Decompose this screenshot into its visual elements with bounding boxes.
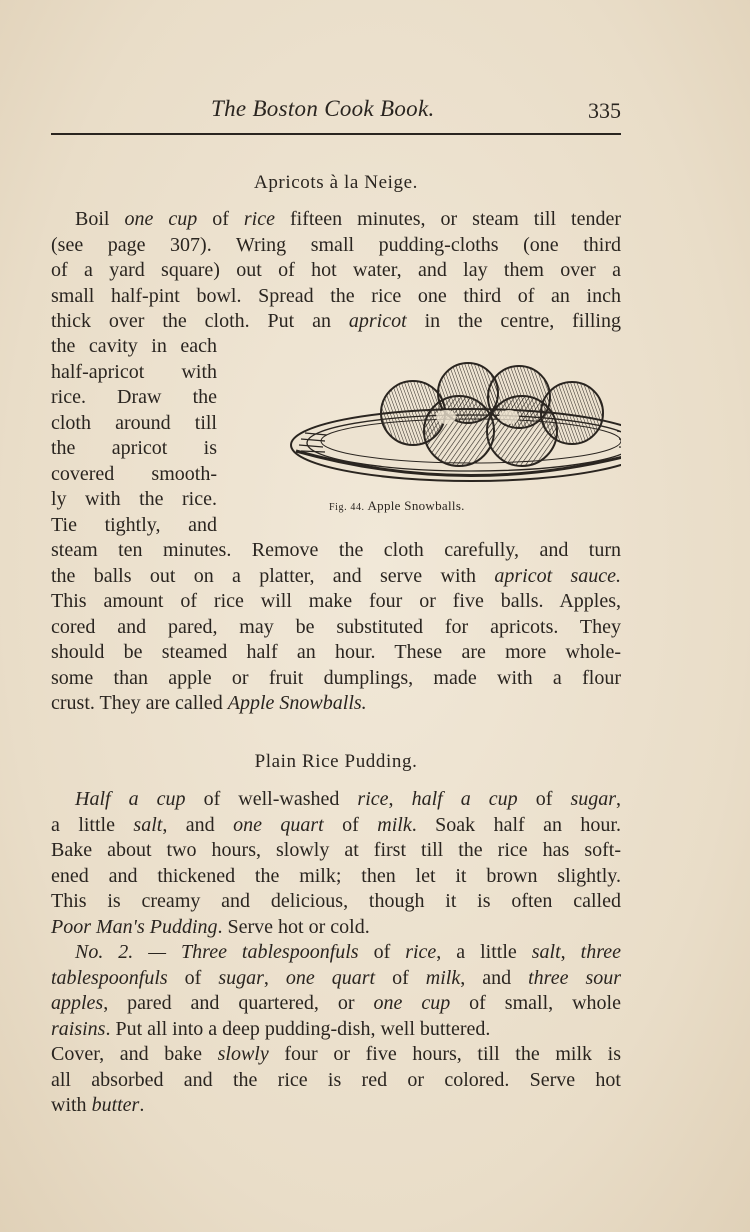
- text-segment: of well-washed: [185, 788, 358, 810]
- text-line: [51, 991, 621, 1017]
- text-line: [51, 309, 621, 335]
- text-segment: some than apple or fruit dumplings, made with a flour: [51, 666, 621, 689]
- text-line: [51, 1093, 621, 1119]
- paragraph-apricots-top: [51, 207, 621, 335]
- text-segment: of: [358, 941, 406, 963]
- book-title: The Boston Cook Book.: [211, 96, 435, 121]
- text-segment: of: [323, 813, 378, 836]
- italic-ingredient: rice: [405, 941, 437, 963]
- text-segment: ,: [388, 788, 412, 810]
- text-segment: , a little: [436, 941, 532, 963]
- italic-ingredient: No. 2. — Three tablespoonfuls: [75, 941, 359, 963]
- header-rule: [51, 133, 621, 135]
- text-line: [51, 207, 621, 233]
- text-line: [51, 813, 621, 839]
- text-segment: should be steamed half an hour. These are more whole-: [51, 641, 621, 663]
- text-segment: crust. They are called: [51, 692, 228, 714]
- text-segment: ,: [263, 966, 286, 989]
- text-line: [51, 1017, 621, 1043]
- text-line: [51, 233, 621, 259]
- text-segment: ,: [560, 941, 581, 963]
- text-line: [51, 966, 621, 992]
- text-line: [51, 1042, 621, 1068]
- text-segment: of a yard square) out of hot water, and lay them over a: [51, 259, 621, 281]
- text-line: rice. Draw the: [51, 386, 217, 408]
- italic-ingredient: sugar: [570, 788, 617, 810]
- section-title-rice-pudding: Plain Rice Pudding.: [254, 751, 418, 772]
- figure-caption: [329, 498, 465, 514]
- text-line: [51, 787, 621, 813]
- italic-ingredient: milk: [425, 966, 461, 989]
- italic-ingredient: salt: [531, 941, 561, 963]
- text-segment: , and: [460, 966, 529, 989]
- paragraph-apricots-narrow: [51, 334, 217, 538]
- text-line: ly with the rice.: [51, 488, 217, 510]
- text-segment: fifteen minutes, or steam till tender: [274, 208, 622, 230]
- italic-ingredient: one cup: [124, 208, 198, 230]
- text-line: [51, 889, 621, 915]
- text-segment: with: [51, 1094, 92, 1116]
- italic-ingredient: apricot sauce.: [494, 564, 621, 587]
- text-segment: This amount of rice will make four or five balls. Apples,: [51, 590, 621, 612]
- text-segment: of: [197, 208, 244, 230]
- italic-ingredient: salt: [133, 813, 163, 836]
- text-segment: thick over the cloth. Put an: [51, 310, 349, 332]
- italic-ingredient: Poor Man's Pudding: [51, 915, 218, 938]
- text-line: half-apricot with: [51, 360, 217, 383]
- figure-label: Fig. 44.: [329, 502, 365, 513]
- italic-ingredient: apples: [51, 992, 104, 1014]
- text-segment: Bake about two hours, slowly at first till the rice has soft-: [51, 839, 621, 861]
- text-line: [51, 666, 621, 692]
- italic-ingredient: half a cup: [411, 788, 518, 810]
- italic-ingredient: rice: [243, 208, 275, 230]
- snowballs-illustration: [241, 355, 621, 495]
- text-line: the apricot is: [51, 437, 217, 459]
- text-segment: four or five hours, till the milk is: [268, 1043, 621, 1065]
- figure-caption-text: Apple Snowballs.: [367, 498, 465, 513]
- italic-ingredient: milk: [377, 813, 412, 836]
- text-segment: of: [517, 788, 571, 810]
- text-line: [51, 838, 621, 864]
- italic-ingredient: slowly: [217, 1043, 269, 1065]
- italic-ingredient: butter: [91, 1094, 140, 1116]
- text-line: [51, 1068, 621, 1094]
- text-line: [51, 640, 621, 666]
- text-segment: , pared and quartered, or: [103, 992, 374, 1014]
- text-segment: . Serve hot or cold.: [217, 915, 370, 938]
- text-segment: of: [167, 966, 219, 989]
- italic-ingredient: one quart: [233, 813, 324, 836]
- text-segment: This is creamy and delicious, though it is often called: [51, 890, 621, 912]
- text-line: the cavity in each: [51, 335, 217, 357]
- text-line: [51, 940, 621, 966]
- text-line: [51, 915, 621, 941]
- text-segment: small half-pint bowl. Spread the rice one third of an inch: [51, 284, 621, 307]
- paragraph-apricots-tail: [51, 538, 621, 717]
- italic-ingredient: tablespoonfuls: [51, 966, 168, 989]
- italic-ingredient: three sour: [528, 966, 622, 989]
- text-segment: of small, whole: [450, 992, 621, 1014]
- italic-ingredient: Apple Snowballs.: [227, 692, 367, 714]
- section-title-apricots: Apricots à la Neige.: [254, 172, 418, 193]
- text-segment: in the centre, filling: [406, 310, 621, 332]
- text-segment: cored and pared, may be substituted for apricots. They: [51, 615, 621, 638]
- text-segment: of: [375, 966, 426, 989]
- paragraph-rice-pudding: [51, 787, 621, 1119]
- text-line: cloth around till: [51, 411, 217, 434]
- italic-ingredient: three: [580, 941, 621, 963]
- text-segment: the balls out on a platter, and serve with: [51, 564, 495, 587]
- text-segment: , and: [162, 813, 234, 836]
- italic-ingredient: raisins: [51, 1017, 106, 1040]
- text-segment: a little: [51, 813, 134, 836]
- italic-ingredient: Half a cup: [75, 788, 186, 810]
- text-line: [51, 864, 621, 890]
- text-line: [51, 589, 621, 615]
- text-line: [51, 284, 621, 310]
- text-line: [51, 615, 621, 641]
- text-segment: ,: [616, 788, 622, 810]
- text-line: [51, 564, 621, 590]
- italic-ingredient: sugar: [218, 966, 264, 989]
- text-segment: ened and thickened the milk; then let it brown slightly.: [51, 864, 621, 887]
- text-segment: (see page 307). Wring small pudding-cloths (one third: [51, 233, 621, 256]
- running-header: [51, 96, 621, 126]
- italic-ingredient: one cup: [373, 992, 451, 1014]
- text-line: Tie tightly, and: [51, 513, 217, 536]
- text-line: [51, 538, 621, 564]
- text-segment: steam ten minutes. Remove the cloth carefully, and turn: [51, 539, 621, 561]
- text-segment: Cover, and bake: [51, 1043, 218, 1065]
- text-segment: .: [139, 1094, 145, 1116]
- text-line: [51, 258, 621, 284]
- italic-ingredient: one quart: [285, 966, 376, 989]
- text-segment: . Put all into a deep pudding-dish, well buttered.: [105, 1017, 491, 1040]
- text-line: covered smooth-: [51, 462, 217, 485]
- text-segment: . Soak half an hour.: [411, 813, 621, 836]
- italic-ingredient: rice: [357, 788, 389, 810]
- text-segment: Boil: [75, 208, 125, 230]
- text-segment: all absorbed and the rice is red or colored. Serve hot: [51, 1068, 621, 1091]
- text-line: [51, 691, 621, 717]
- page-number: 335: [588, 98, 621, 123]
- italic-ingredient: apricot: [348, 310, 407, 332]
- figure-apple-snowballs: [241, 355, 621, 515]
